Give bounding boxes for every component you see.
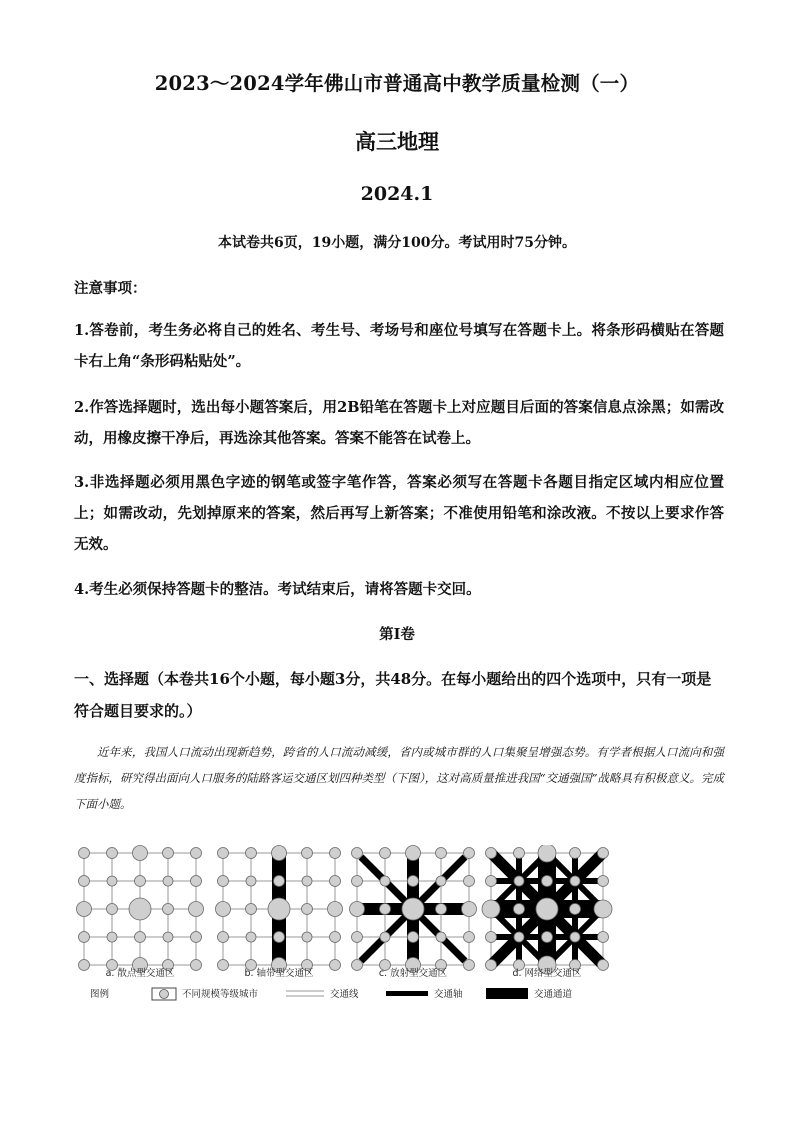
- city-node: [191, 876, 202, 887]
- city-node: [302, 932, 312, 942]
- city-node: [163, 932, 173, 942]
- city-node: [536, 898, 558, 920]
- city-node: [330, 876, 341, 887]
- city-node: [570, 876, 580, 886]
- city-node: [464, 848, 475, 859]
- city-node: [328, 902, 343, 917]
- city-node: [514, 876, 524, 886]
- city-node: [246, 904, 257, 915]
- city-node: [570, 932, 580, 942]
- city-node: [218, 848, 229, 859]
- city-node: [191, 932, 202, 943]
- city-node: [274, 876, 285, 887]
- legend-axis-label: 交通轴: [434, 989, 463, 1000]
- note-item-3: 3.非选择题必须用黑色字迹的钢笔或签字笔作答，答案必须写在答题卡各题目指定区域内相应位置上；如需改动，先划掉原来的答案，然后再写上新答案；不准使用铅笔和涂改液。不按以上要求作答无效。: [74, 474, 724, 553]
- city-node: [107, 904, 118, 915]
- city-node: [350, 902, 365, 917]
- legend-axis-symbol: [386, 991, 428, 996]
- legend-corridor-symbol: [486, 988, 528, 999]
- city-node: [191, 848, 202, 859]
- note-item-2: 2.作答选择题时，选出每小题答案后，用2B铅笔在答题卡上对应题目后面的答案信息点涂黑；如需改动，用橡皮擦干净后，再选涂其他答案。答案不能答在试卷上。: [74, 399, 724, 447]
- city-node: [79, 932, 90, 943]
- city-node: [272, 846, 287, 861]
- city-node: [274, 932, 285, 943]
- city-node: [380, 848, 391, 859]
- city-node: [218, 932, 229, 943]
- city-node: [464, 960, 475, 971]
- section-one-heading: 一、选择题（本卷共16个小题，每小题3分，共48分。在每小题给出的四个选项中，只有一项是符合题目要求的。）: [74, 670, 712, 720]
- city-node: [129, 898, 151, 920]
- city-node: [514, 848, 525, 859]
- panel-b: [216, 846, 343, 973]
- city-node: [462, 902, 477, 917]
- city-node: [135, 932, 146, 943]
- city-node: [107, 876, 117, 886]
- city-node: [380, 876, 390, 886]
- city-node: [330, 960, 341, 971]
- city-node: [464, 876, 475, 887]
- city-node: [486, 848, 497, 859]
- city-node: [402, 898, 424, 920]
- city-node: [352, 932, 363, 943]
- city-node: [352, 876, 363, 887]
- legend-corridor-label: 交通通道: [534, 989, 573, 1000]
- city-node: [486, 960, 497, 971]
- city-node: [302, 876, 312, 886]
- city-node: [135, 876, 146, 887]
- legend-city-symbol: [160, 990, 169, 999]
- city-node: [598, 960, 609, 971]
- city-node: [598, 848, 609, 859]
- panel-label-c: c. 放射型交通区: [378, 968, 448, 979]
- city-node: [598, 876, 609, 887]
- city-node: [570, 848, 581, 859]
- exam-intro: 本试卷共6页，19小题，满分100分。考试用时75分钟。: [218, 235, 576, 251]
- city-node: [436, 876, 446, 886]
- city-node: [406, 846, 421, 861]
- panel-a: [77, 846, 204, 973]
- city-node: [542, 876, 553, 887]
- city-node: [514, 932, 524, 942]
- city-node: [218, 960, 229, 971]
- city-node: [486, 932, 497, 943]
- city-node: [268, 898, 290, 920]
- city-node: [79, 960, 90, 971]
- subject-title: 高三地理: [355, 129, 439, 154]
- city-node: [302, 904, 313, 915]
- city-node: [302, 848, 313, 859]
- city-node: [133, 846, 148, 861]
- city-node: [542, 932, 553, 943]
- exam-title: 2023～2024学年佛山市普通高中教学质量检测（一）: [154, 72, 640, 95]
- legend-title: 图例: [90, 989, 110, 1000]
- panel-c: [350, 846, 477, 973]
- city-node: [246, 876, 256, 886]
- question-passage: 近年来，我国人口流动出现新趋势，跨省的人口流动减缓，省内或城市群的人口集聚呈增强态势。有学者根据人口流向和强度指标，研究得出面向人口服务的陆路客运交通区划四种类型（下图），这对高质量推进我国“交通强国”战略具有积极意义。完成下面小题。: [74, 745, 725, 811]
- city-node: [107, 848, 118, 859]
- note-item-1: 1.答卷前，考生务必将自己的姓名、考生号、考场号和座位号填写在答题卡上。将条形码横贴在答题卡右上角“条形码粘贴处”。: [74, 322, 724, 370]
- legend-city-label: 不同规模等级城市: [182, 989, 259, 1000]
- city-node: [598, 932, 609, 943]
- city-node: [380, 932, 390, 942]
- city-node: [163, 876, 173, 886]
- city-node: [79, 876, 90, 887]
- city-node: [486, 876, 497, 887]
- city-node: [436, 904, 447, 915]
- city-node: [436, 932, 446, 942]
- city-node: [216, 902, 231, 917]
- panel-label-d: d. 网络型交通区: [512, 968, 582, 979]
- city-node: [246, 932, 256, 942]
- city-node: [163, 848, 174, 859]
- city-node: [189, 902, 204, 917]
- city-node: [352, 848, 363, 859]
- city-node: [352, 960, 363, 971]
- city-node: [191, 960, 202, 971]
- city-node: [218, 876, 229, 887]
- city-node: [482, 900, 500, 918]
- city-node: [514, 904, 525, 915]
- city-node: [330, 848, 341, 859]
- city-node: [538, 845, 556, 862]
- volume-label: 第Ⅰ卷: [379, 626, 415, 643]
- panel-label-a: a. 散点型交通区: [105, 968, 175, 979]
- city-node: [107, 932, 117, 942]
- city-node: [408, 876, 419, 887]
- city-node: [594, 900, 612, 918]
- exam-date: 2024.1: [360, 183, 434, 205]
- city-node: [436, 848, 447, 859]
- city-node: [163, 904, 174, 915]
- city-node: [77, 902, 92, 917]
- city-node: [408, 932, 419, 943]
- city-node: [246, 848, 257, 859]
- city-node: [330, 932, 341, 943]
- note-item-4: 4.考生必须保持答题卡的整洁。考试结束后，请将答题卡交回。: [74, 581, 481, 598]
- city-node: [464, 932, 475, 943]
- transport-zone-figure: [74, 845, 734, 1010]
- city-node: [380, 904, 391, 915]
- notes-heading: 注意事项：: [74, 280, 147, 297]
- panel-d: [482, 845, 612, 974]
- city-node: [79, 848, 90, 859]
- city-node: [570, 904, 581, 915]
- panel-label-b: b. 轴带型交通区: [244, 968, 314, 979]
- legend-line-label: 交通线: [330, 989, 359, 1000]
